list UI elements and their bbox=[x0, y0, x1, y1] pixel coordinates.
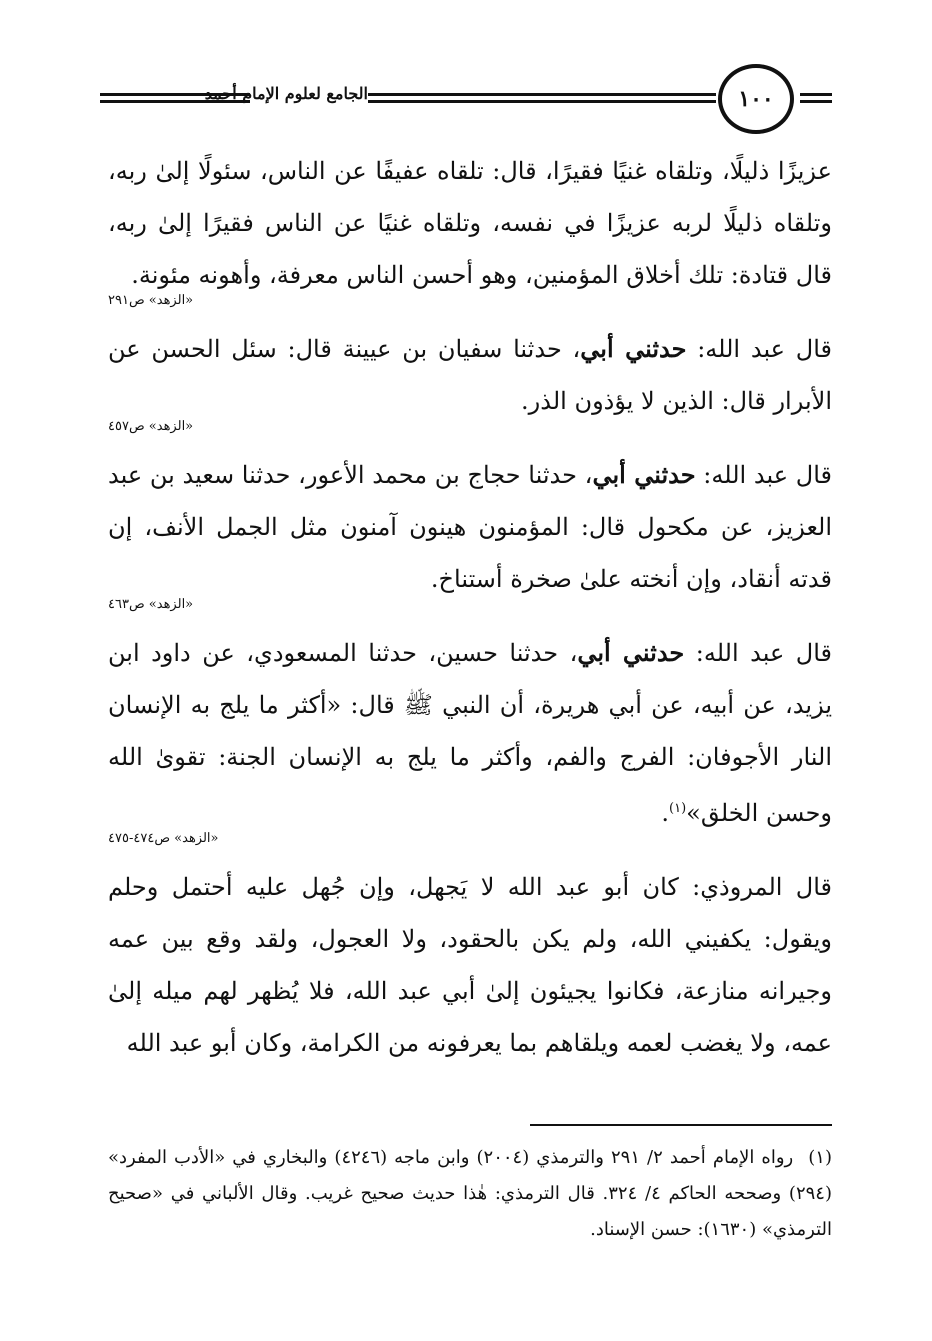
header-rule bbox=[368, 93, 716, 96]
paragraph-lead: قال عبد الله: bbox=[686, 335, 832, 363]
paragraph-text: عزيزًا ذليلًا، وتلقاه غنيًا فقيرًا، قال: تلقاه عفيفًا عن الناس، سئولًا إلىٰ ربه، وتلقاه ذليلًا لربه عزيزًا في نفسه، وتلقاه غنيًا عن الناس فقيرًا إلىٰ ربه، قال قتادة: تلك أخلاق المؤمنين، وهو أحسن الناس معرفة، وأهونه مئونة. bbox=[108, 157, 832, 289]
footnote bbox=[108, 1140, 832, 1248]
header-rule bbox=[800, 93, 832, 96]
narrator-bold: حدثني أبي bbox=[577, 638, 685, 667]
paragraph: قال عبد الله: حدثني أبي، حدثنا حسين، حدثنا المسعودي، عن داود ابن يزيد، عن أبيه، عن أبي هريرة، أن النبي ﷺ قال: «أكثر ما يلج به الإنسان النار الأجوفان: الفرج والفم، وأكثر ما يلج به الإنسان الجنة: تقوىٰ الله وحسن الخلق»$^{(١)}$. «الزهد» ص٤٧٤-٤٧٥ bbox=[108, 638, 832, 846]
narrator-bold: حدثني أبي bbox=[580, 334, 687, 363]
page-header bbox=[100, 60, 832, 140]
paragraph bbox=[108, 449, 832, 613]
body-text bbox=[108, 145, 832, 1069]
footnote-separator bbox=[530, 1124, 832, 1126]
source-reference: «الزهد» ص٤٦٣ bbox=[108, 597, 194, 612]
footnote-text: رواه الإمام أحمد ٢/ ٢٩١ والترمذي (٢٠٠٤) وابن ماجه (٤٢٤٦) والبخاري في «الأدب المفرد» (٢٩٤) وصححه الحاكم ٤/ ٣٢٤. قال الترمذي: هٰذا حديث صحيح غريب. وقال الألباني في «صحيح الترمذي» (١٦٣٠): حسن الإسناد. bbox=[108, 1147, 832, 1240]
narrator-bold: حدثني أبي bbox=[592, 460, 696, 489]
page-number: ١٠٠ bbox=[718, 64, 794, 134]
source-reference: «الزهد» ص٢٩١ bbox=[108, 293, 194, 308]
paragraph-lead: قال عبد الله: bbox=[695, 461, 832, 489]
header-rule bbox=[800, 100, 832, 103]
footnote-number: (١) bbox=[808, 1147, 832, 1168]
paragraph bbox=[108, 323, 832, 435]
paragraph-lead: قال عبد الله: bbox=[684, 639, 832, 667]
paragraph-text: قال المروذي: كان أبو عبد الله لا يَجهل، وإن جُهل عليه أحتمل وحلم ويقول: يكفيني الله، ولم يكن بالحقود، ولا العجول، ولقد وقع بين عمه وجيرانه منازعة، فكانوا يجيئون إلىٰ أبي عبد الله، فلا يُظهر لهم ميله إلىٰ عمه، ولا يغضب لعمه ويلقاهم بما يعرفونه من الكرامة، وكان أبو عبد الله bbox=[108, 873, 832, 1057]
footnote-marker[interactable]: (١) bbox=[669, 801, 687, 816]
paragraph bbox=[108, 145, 832, 309]
paragraph-text: ، حدثنا سفيان بن عيينة قال: سئل الحسن عن الأبرار قال: الذين لا يؤذون الذر. bbox=[108, 335, 832, 415]
source-reference: «الزهد» ص٤٥٧ bbox=[108, 419, 194, 434]
paragraph-text: ، حدثنا حسين، حدثنا المسعودي، عن داود ابن يزيد، عن أبيه، عن أبي هريرة، أن النبي ﷺ قال: «أكثر ما يلج به الإنسان النار الأجوفان: الفرج والفم، وأكثر ما يلج به الإنسان الجنة: تقوىٰ الله وحسن الخلق» bbox=[108, 639, 832, 827]
header-rule bbox=[368, 100, 716, 103]
running-title: الجامع لعلوم الإمام أحمد bbox=[204, 84, 368, 103]
paragraph bbox=[108, 861, 832, 1069]
paragraph-text: ، حدثنا حجاج بن محمد الأعور، حدثنا سعيد بن عبد العزيز، عن مكحول قال: المؤمنون هينون آمنون مثل الجمل الأنف، إن قدته أنقاد، وإن أنخته علىٰ صخرة أستناخ. bbox=[108, 461, 832, 593]
source-reference: «الزهد» ص٤٧٤-٤٧٥ bbox=[108, 831, 219, 846]
